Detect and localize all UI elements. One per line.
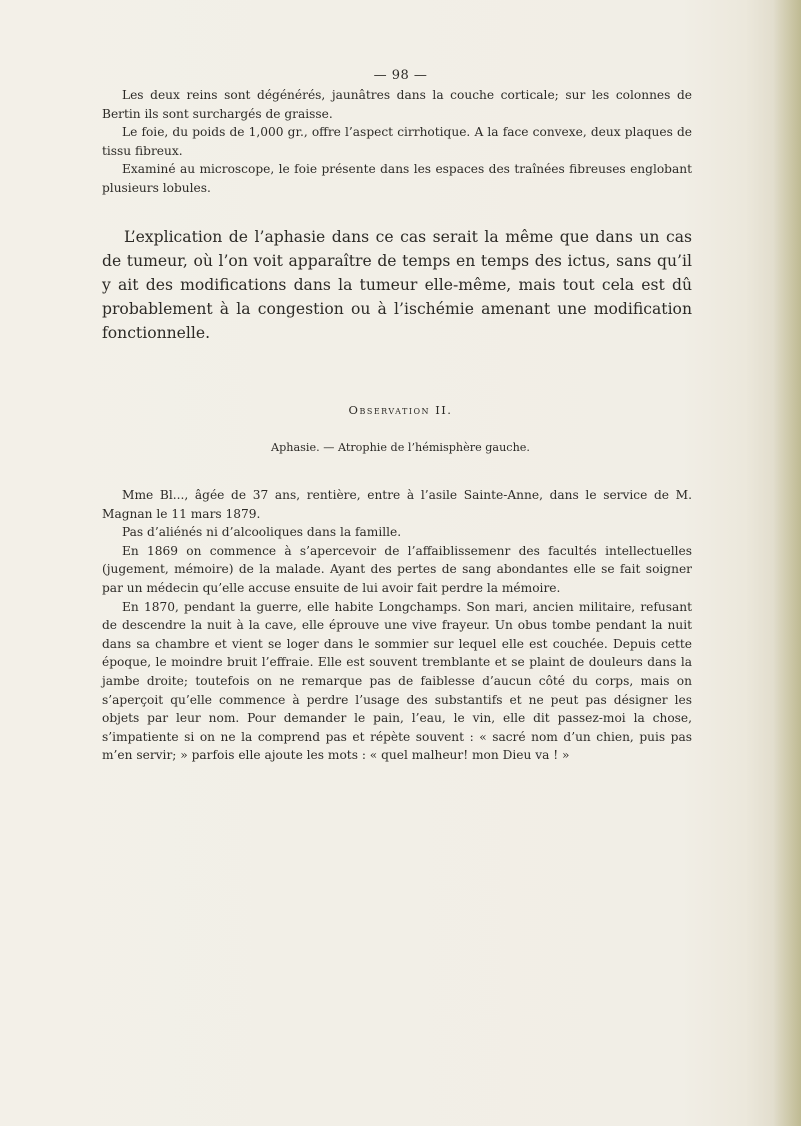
observation-paragraph-family: Pas d’aliénés ni d’alcooliques dans la famille. (122, 525, 402, 540)
observation-paragraph-admission: Mme Bl..., âgée de 37 ans, rentière, entre à l’asile Sainte-Anne, dans le service de M. Magnan le 11 mars 1879. (102, 488, 692, 521)
observation-subtitle: Aphasie. — Atrophie de l’hémisphère gauche. (271, 441, 530, 454)
intro-paragraph-microscope: Examiné au microscope, le foie présente dans les espaces des traînées fibreuses englobant plusieurs lobules. (102, 162, 692, 195)
discussion-section (102, 225, 692, 345)
page-number: — 98 — (373, 68, 428, 83)
page-edge-stain (773, 0, 801, 1126)
intro-paragraph-kidneys: Les deux reins sont dégénérés, jaunâtres dans la couche corticale; sur les colonnes de Bertin ils sont surchargés de graisse. (102, 88, 692, 121)
observation-paragraph-1869: En 1869 on commence à s’apercevoir de l’affaiblissemenr des facultés intellectuelles (jugement, mémoire) de la malade. Ayant des pertes de sang abondantes elle se fait soigner par un médecin qu’elle accuse ensuite de lui avoir fait perdre la mémoire. (102, 543, 692, 595)
observation-heading: Observation II. (348, 403, 453, 417)
intro-section (102, 86, 692, 197)
discussion-paragraph: L’explication de l’aphasie dans ce cas serait la même que dans un cas de tumeur, où l’on voit apparaître de temps en temps des ictus, sans qu’il y ait des modifications dans la tumeur elle-même, mais tout cela est dû probablement à la congestion ou à l’ischémie amenant une modification fonctionnelle. (102, 228, 692, 342)
intro-paragraph-liver: Le foie, du poids de 1,000 gr., offre l’aspect cirrhotique. A la face convexe, deux plaques de tissu fibreux. (102, 125, 692, 158)
observation-body (102, 486, 692, 765)
observation-paragraph-1870: En 1870, pendant la guerre, elle habite Longchamps. Son mari, ancien militaire, refusant de descendre la nuit à la cave, elle éprouve une vive frayeur. Un obus tombe pendant la nuit dans sa chambre et vient se loger dans le sommier sur lequel elle est couchée. Depuis cette époque, le moindre bruit l’effraie. Elle est souvent tremblante et se plaint de douleurs dans la jambe droite; toutefois on ne remarque pas de faiblesse d’aucun côté du corps, mais on s’aperçoit qu’elle commence à perdre l’usage des substantifs et ne peut pas désigner les objets par leur nom. Pour demander le pain, l’eau, le vin, elle dit passez-moi la chose, s’impatiente si on ne la comprend pas et répète souvent : « sacré nom d’un chien, puis pas m’en servir; » parfois elle ajoute les mots : « quel malheur! mon Dieu va ! » (102, 599, 692, 763)
